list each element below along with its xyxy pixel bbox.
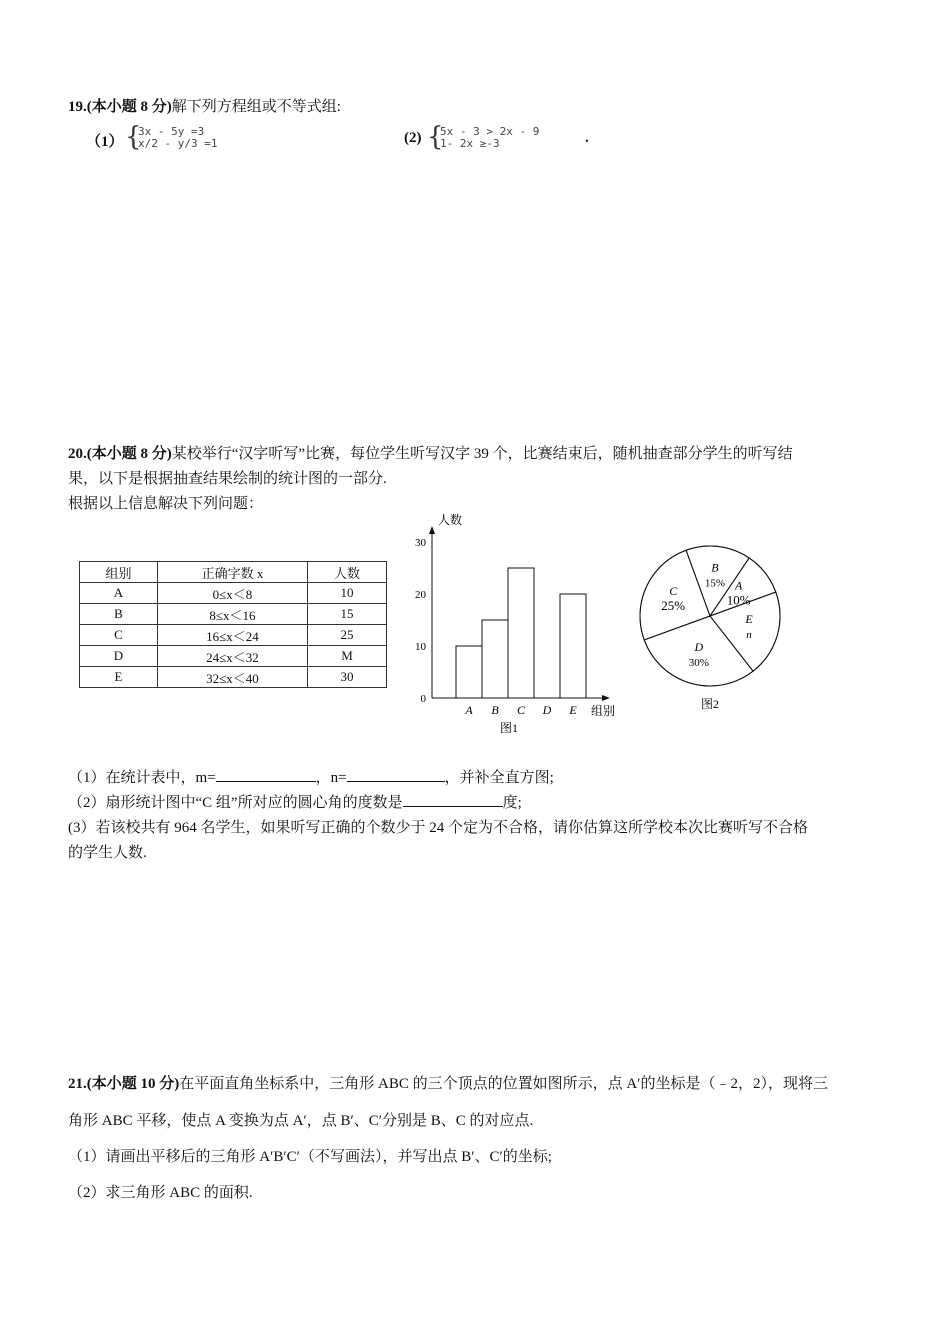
q20-sub3-line2: 的学生人数. [68,845,147,861]
bar-E [560,594,586,698]
table-header-row [80,562,387,583]
y-tick-label: 30 [415,537,426,549]
table-row [80,667,387,688]
x-tick-label: D [542,703,552,717]
q19-heading [68,95,341,116]
table-row [80,646,387,667]
table-cell: B [80,604,158,625]
table-cell: E [80,667,158,688]
y-axis-label: 人数 [438,513,463,527]
q20-intro-line2: 果，以下是根据抽查结果绘制的统计图的一部分. [68,471,387,487]
q20-intro-line1 [68,442,793,463]
x-tick-label: A [465,703,473,717]
q19-title: 解下列方程组或不等式组: [171,99,341,115]
q19-part2-brace: { [427,122,444,152]
bar-B [482,620,508,698]
answer-blank-m[interactable] [216,767,316,782]
answer-blank-angle[interactable] [403,792,503,807]
x-tick-label: E [569,703,577,717]
table-cell: 24≤x＜32 [158,646,308,667]
q20-sub1-c: ，并补全直方图; [444,770,554,786]
q20-number: 20. [68,446,87,462]
chart-title: 图1 [499,721,519,735]
table-row [80,583,387,604]
q19-part2-end: . [585,130,589,146]
bar-C [508,568,534,698]
table-cell: 0≤x＜8 [158,583,308,604]
q20-sub2-a: （2）扇形统计图中“C 组”所对应的圆心角的度数是 [68,795,403,811]
q19-part2-eq1: 5x - 3 > 2x - 9 [440,125,540,138]
table-cell: D [80,646,158,667]
q20-points: (本小题 8 分) [86,446,172,462]
q21-line2: 角形 ABC 平移，使点 A 变换为点 A′，点 B′、C′分别是 B、C 的对应点. [68,1113,534,1129]
pie-label: D [694,640,704,655]
pie-value: 30% [688,657,709,670]
pie-label: E [745,612,753,627]
table-cell: 15 [308,604,387,625]
pie-label: C [669,583,678,598]
q20-stat-table [79,561,387,688]
q20-sub2-b: 度; [502,795,522,811]
y-tick-label: 0 [420,693,426,705]
table-cell: 8≤x＜16 [158,604,308,625]
q20-pie-chart [632,540,792,738]
q19-part1-label: （1） [86,134,124,150]
q20-sub3-line1: (3）若该校共有 964 名学生，如果听写正确的个数少于 24 个定为不合格，请你估算这所学校本次比赛听写不合格 [68,820,808,836]
pie-label: A [735,578,743,593]
q21-text1: 在平面直角坐标系中，三角形 ABC 的三个顶点的位置如图所示，点 A′的坐标是（﹣2，2），现将三 [179,1076,828,1092]
pie-value: 15% [704,577,726,590]
q21-number: 21. [68,1076,87,1092]
table-cell: 10 [308,583,387,604]
bar-A [456,646,482,698]
pie-label: B [711,560,719,575]
q21-sub1: （1）请画出平移后的三角形 A′B′C′（不写画法），并写出点 B′、C′的坐标; [68,1149,552,1165]
q21-points: (本小题 10 分) [86,1076,180,1092]
q19-number: 19. [68,99,87,115]
x-tick-label: B [491,703,499,717]
q19-part2-eq2: 1- 2x ≥-3 [440,137,500,150]
table-row [80,625,387,646]
chart-title: 图2 [700,697,720,711]
x-tick-label: C [516,703,526,717]
table-cell: 25 [308,625,387,646]
table-cell: A [80,583,158,604]
q20-sub2 [68,791,522,812]
table-cell: 30 [308,667,387,688]
q20-sub1-a: （1）在统计表中，m= [68,770,216,786]
q20-intro-line3: 根据以上信息解决下列问题： [68,496,264,512]
answer-blank-n[interactable] [347,767,445,782]
q20-intro-text1: 某校举行“汉字听写”比赛，每位学生听写汉字 39 个，比赛结束后，随机抽查部分学生的听写结 [171,446,793,462]
x-axis-arrow [602,695,610,701]
q19-points: (本小题 8 分) [86,99,172,115]
q19-part1-eq2: x/2 - y/3 =1 [138,137,218,150]
table-header-cell: 正确字数 x [158,562,308,583]
y-tick-label: 20 [415,589,426,601]
q20-bar-chart [404,512,626,738]
q21-sub2: （2）求三角形 ABC 的面积. [68,1185,253,1201]
q20-sub1 [68,766,554,787]
pie-value: n [746,629,752,642]
table-header-cell: 组别 [80,562,158,583]
table-header-cell: 人数 [308,562,387,583]
pie-value: 10% [726,592,751,608]
q19-part2-label: (2) [404,130,422,146]
q21-line1 [68,1072,828,1093]
q19-part1-eq1: 3x - 5y =3 [138,125,205,138]
table-cell: 32≤x＜40 [158,667,308,688]
pie-value: 25% [661,597,686,613]
q19-part1-brace: { [125,122,142,152]
y-tick-label: 10 [415,641,426,653]
q20-sub1-b: ，n= [315,770,347,786]
table-cell: C [80,625,158,646]
x-axis-label: 组别 [590,704,616,718]
y-axis-arrow [429,526,435,534]
table-row [80,604,387,625]
table-cell: 16≤x＜24 [158,625,308,646]
table-cell: M [308,646,387,667]
